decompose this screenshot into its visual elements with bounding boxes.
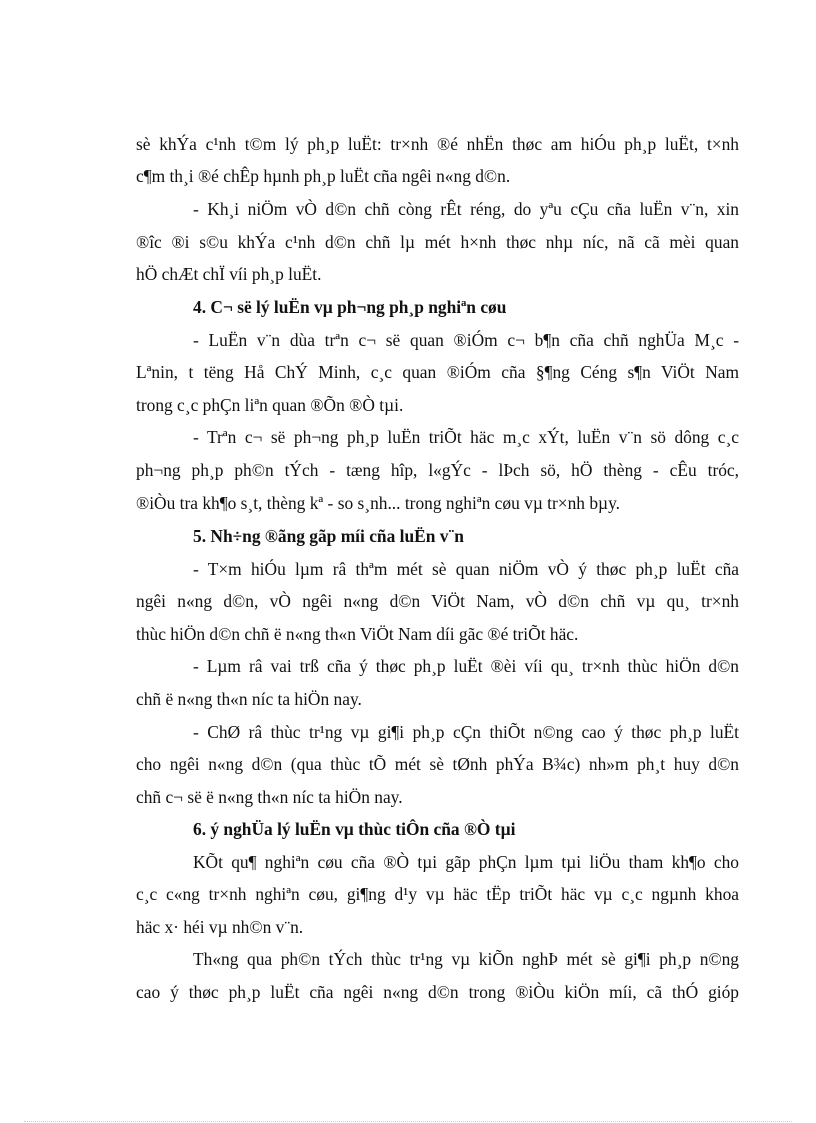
text-line: trong c¸c phÇn liªn quan ®Õn ®Ò tµi.	[136, 395, 404, 415]
text-line: Lªnin, t tëng Hå ChÝ Minh, c¸c quan ®iÓm cña §¶ng Céng s¶n ViÖt Nam	[136, 362, 739, 382]
text-line: cho ngêi n«ng d©n (qua thùc tÕ mét sè tØnh phÝa B¾c) nh»m ph¸t huy d©n	[136, 754, 739, 774]
text-line: chñ ë n«ng th«n níc ta hiÖn nay.	[136, 689, 362, 709]
section-heading: 4. C¬ së lý luËn vµ ph¬ng ph¸p nghiªn cøu	[193, 297, 507, 317]
text-line: - Kh¸i niÖm vÒ d©n chñ còng rÊt réng, do yªu cÇu cña luËn v¨n, xin	[193, 199, 739, 219]
text-line: - T×m hiÓu lµm râ thªm mét sè quan niÖm vÒ ý thøc ph¸p luËt cña	[193, 559, 739, 579]
page-bottom-divider	[24, 1121, 792, 1122]
text-line: hÖ chÆt chÏ víi ph¸p luËt.	[136, 264, 322, 284]
text-line: ph¬ng ph¸p ph©n tÝch - tæng hîp, l«gÝc - lÞch sö, hÖ thèng - cÊu tróc,	[136, 460, 739, 480]
text-line: c¶m th¸i ®é chÊp hµnh ph¸p luËt cña ngêi n«ng d©n.	[136, 166, 511, 186]
text-line: c¸c c«ng tr×nh nghiªn cøu, gi¶ng d¹y vµ häc tËp triÕt häc vµ c¸c ngµnh khoa	[136, 884, 739, 904]
section-heading: 5. Nh÷ng ®ãng gãp míi cña luËn v¨n	[193, 526, 464, 546]
text-line: ngêi n«ng d©n, vÒ ngêi n«ng d©n ViÖt Nam, vÒ d©n chñ vµ qu¸ tr×nh	[136, 591, 739, 611]
text-line: cao ý thøc ph¸p luËt cña ngêi n«ng d©n trong ®iÒu kiÖn míi, cã thÓ gióp	[136, 982, 739, 1002]
text-line: KÕt qu¶ nghiªn cøu cña ®Ò tµi gãp phÇn lµm tµi liÖu tham kh¶o cho	[193, 852, 739, 872]
text-line: - ChØ râ thùc tr¹ng vµ gi¶i ph¸p cÇn thiÕt n©ng cao ý thøc ph¸p luËt	[193, 722, 739, 742]
text-line: - Lµm râ vai trß cña ý thøc ph¸p luËt ®èi víi qu¸ tr×nh thùc hiÖn d©n	[193, 656, 739, 676]
text-line: chñ c¬ së ë n«ng th«n níc ta hiÖn nay.	[136, 787, 403, 807]
text-line: thùc hiÖn d©n chñ ë n«ng th«n ViÖt Nam díi gãc ®é triÕt häc.	[136, 624, 579, 644]
text-line: Th«ng qua ph©n tÝch thùc tr¹ng vµ kiÕn nghÞ mét sè gi¶i ph¸p n©ng	[193, 949, 739, 969]
section-heading: 6. ý nghÜa lý luËn vµ thùc tiÔn cña ®Ò tµi	[193, 819, 516, 839]
text-line: - LuËn v¨n dùa trªn c¬ së quan ®iÓm c¬ b¶n cña chñ nghÜa M¸c -	[193, 330, 739, 350]
text-line: ®iÒu tra kh¶o s¸t, thèng kª - so s¸nh... trong nghiªn cøu vµ tr×nh bµy.	[136, 493, 620, 513]
text-line: häc x· héi vµ nh©n v¨n.	[136, 917, 304, 937]
text-line: - Trªn c¬ së ph¬ng ph¸p luËn triÕt häc m¸c xÝt, luËn v¨n sö dông c¸c	[193, 427, 739, 447]
text-line: ®îc ®i s©u khÝa c¹nh d©n chñ lµ mét h×nh thøc nhµ níc, nã cã mèi quan	[136, 232, 739, 252]
text-line: sè khÝa c¹nh t©m lý ph¸p luËt: tr×nh ®é nhËn thøc am hiÓu ph¸p luËt, t×nh	[136, 134, 739, 154]
